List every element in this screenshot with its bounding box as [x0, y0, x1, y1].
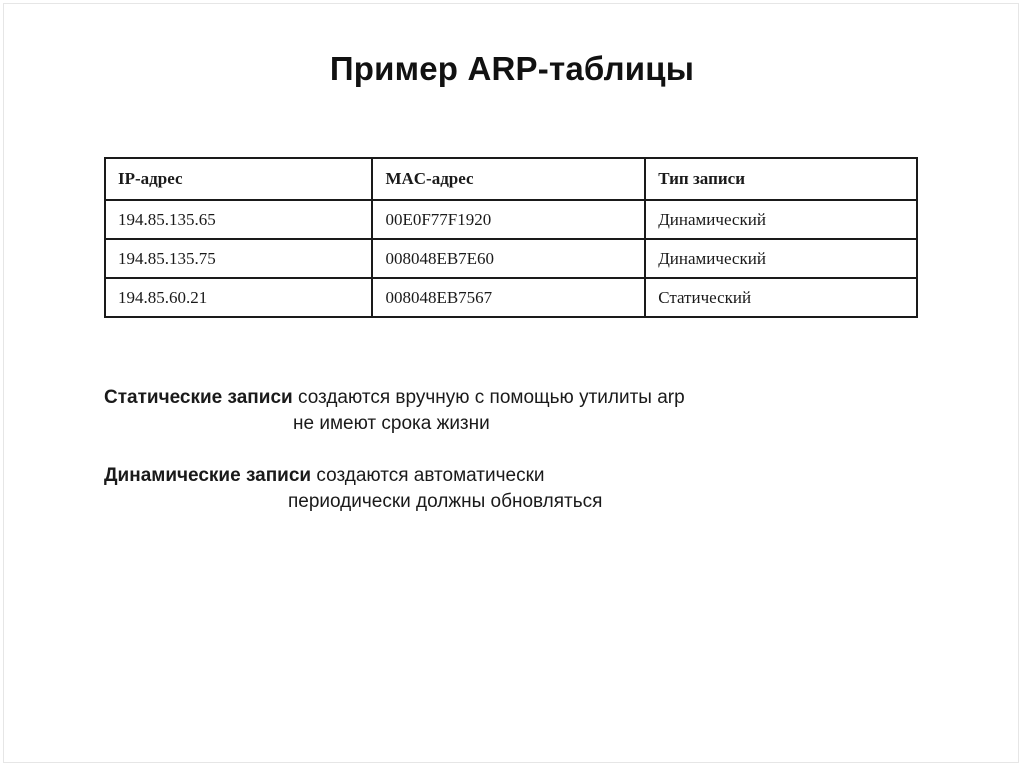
dynamic-term: Динамические записи [104, 465, 312, 486]
cell-mac: 008048EB7E60 [372, 239, 645, 278]
cell-type: Динамический [645, 239, 917, 278]
slide-frame [3, 3, 1019, 763]
dynamic-note-line-2 [104, 489, 685, 515]
table-row [105, 200, 917, 239]
dynamic-desc-1: создаются автоматически [311, 465, 545, 486]
static-desc-1: создаются вручную с помощью утилиты arp [292, 387, 685, 408]
arp-table [104, 157, 918, 318]
notes-spacer [104, 437, 685, 463]
table-header-row [105, 158, 917, 200]
table-row [105, 278, 917, 317]
cell-mac: 008048EB7567 [372, 278, 645, 317]
static-note-line-1 [104, 385, 685, 411]
cell-type: Динамический [645, 200, 917, 239]
cell-ip: 194.85.135.65 [105, 200, 372, 239]
cell-mac: 00E0F77F1920 [372, 200, 645, 239]
static-desc-2: не имеют срока жизни [293, 413, 490, 434]
dynamic-note-line-1 [104, 463, 685, 489]
static-term: Статические записи [104, 387, 293, 408]
notes-block [104, 385, 685, 515]
dynamic-desc-2: периодически должны обновляться [288, 491, 603, 512]
column-header-ip: IP-адрес [105, 158, 372, 200]
static-note-line-2 [104, 411, 685, 437]
column-header-type: Тип записи [645, 158, 917, 200]
cell-ip: 194.85.135.75 [105, 239, 372, 278]
column-header-mac: MAC-адрес [372, 158, 645, 200]
cell-ip: 194.85.60.21 [105, 278, 372, 317]
table-row [105, 239, 917, 278]
page-title: Пример ARP-таблицы [329, 50, 695, 87]
cell-type: Статический [645, 278, 917, 317]
